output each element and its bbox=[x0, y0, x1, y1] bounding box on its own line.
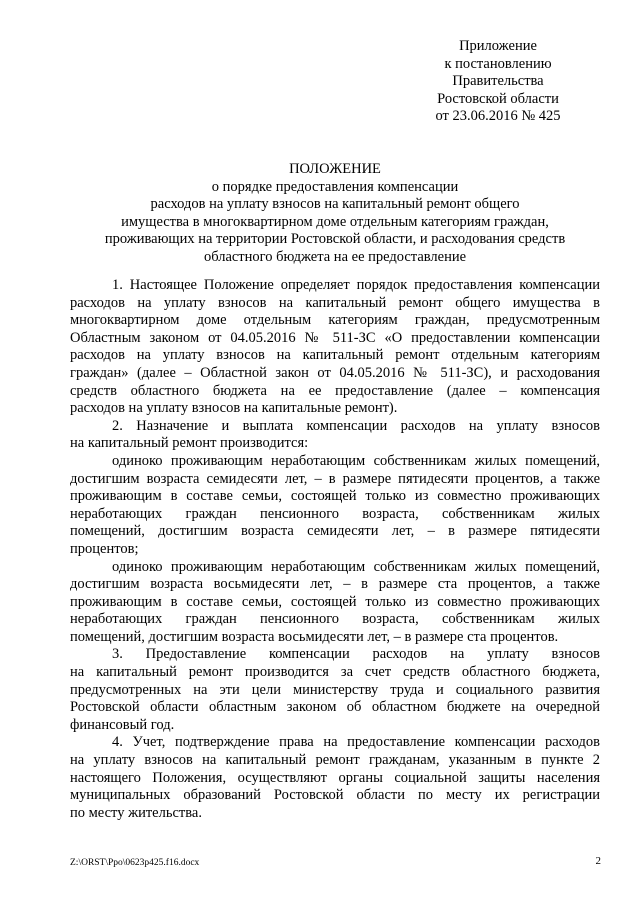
text-line: граждан» (далее – Областной закон от 04.05.2016 № 511-ЗС), и расходования bbox=[70, 364, 600, 381]
text-line: помещений, достигшим возраста семидесяти лет, – в размере пятидесяти bbox=[70, 523, 600, 540]
appendix-block bbox=[410, 38, 586, 126]
text-line: 1. Настоящее Положение определяет порядок предоставления компенсации bbox=[112, 277, 600, 293]
paragraph-3 bbox=[70, 646, 600, 734]
text-line: расходов на уплату взносов на капитальные ремонт). bbox=[70, 400, 398, 417]
title-line: проживающих на территории Ростовской области, и расходования средств bbox=[104, 231, 566, 248]
text-line: расходов на уплату взносов на капитальный ремонт отдельным категориям bbox=[70, 347, 600, 364]
text-line: достигшим возраста восьмидесяти лет, – в размере ста процентов, а также bbox=[70, 576, 600, 593]
text-line: предусмотренных на эти цели министерству труда и социального развития bbox=[70, 681, 600, 698]
text-line: на уплату взносов на капитальный ремонт гражданам, указанным в пункте 2 bbox=[70, 752, 600, 769]
paragraph-1 bbox=[70, 277, 600, 418]
appendix-line: от 23.06.2016 № 425 bbox=[435, 108, 561, 124]
appendix-line: Правительства bbox=[452, 73, 544, 89]
text-line: неработающих граждан пенсионного возраста, собственникам жилых bbox=[70, 505, 600, 522]
appendix-line: Ростовской области bbox=[437, 90, 559, 107]
text-line: Ростовской области областным законом об областном бюджете на очередной bbox=[70, 699, 600, 716]
appendix-line: к постановлению bbox=[444, 55, 552, 72]
document-title bbox=[70, 161, 600, 267]
text-line: проживающим в составе семьи, состоящей только из совместно проживающих bbox=[70, 593, 600, 610]
title-heading: ПОЛОЖЕНИЕ bbox=[289, 161, 381, 177]
title-line: областного бюджета на ее предоставление bbox=[203, 248, 467, 265]
text-line: на капитальный ремонт производится за счет средств областного бюджета, bbox=[70, 664, 600, 681]
text-line: проживающим в составе семьи, состоящей только из совместно проживающих bbox=[70, 488, 600, 505]
text-line: процентов; bbox=[70, 540, 139, 557]
paragraph-2-item-1 bbox=[70, 453, 600, 559]
text-line: 3. Предоставление компенсации расходов на уплату взносов bbox=[112, 646, 600, 663]
text-line: неработающих граждан пенсионного возраста, собственникам жилых bbox=[70, 611, 600, 628]
page-number: 2 bbox=[595, 855, 601, 867]
text-line: настоящего Положения, осуществляют органы социальной защиты населения bbox=[70, 769, 600, 786]
document-body bbox=[70, 277, 600, 822]
title-line: расходов на уплату взносов на капитальный ремонт общего bbox=[150, 196, 520, 213]
title-line: имущества в многоквартирном доме отдельным категориям граждан, bbox=[121, 213, 549, 230]
text-line: по месту жительства. bbox=[70, 804, 202, 821]
title-line: о порядке предоставления компенсации bbox=[211, 178, 459, 195]
paragraph-2-item-2 bbox=[70, 559, 600, 647]
paragraph-2 bbox=[70, 418, 600, 453]
text-line: 4. Учет, подтверждение права на предоставление компенсации расходов bbox=[112, 734, 600, 751]
text-line: одиноко проживающим неработающим собственникам жилых помещений, bbox=[112, 558, 600, 575]
text-line: многоквартирном доме отдельным категориям граждан, предусмотренным bbox=[70, 312, 600, 329]
text-line: средств областного бюджета на ее предоставление (далее – компенсация bbox=[70, 382, 600, 399]
text-line: Областным законом от 04.05.2016 № 511-ЗС «О предоставлении компенсации bbox=[70, 329, 600, 346]
text-line: 2. Назначение и выплата компенсации расходов на уплату взносов bbox=[112, 417, 600, 434]
text-line: помещений, достигшим возраста восьмидесяти лет, – в размере ста процентов. bbox=[70, 628, 559, 645]
text-line: муниципальных образований Ростовской области по месту их регистрации bbox=[70, 787, 600, 804]
footer-file-path: Z:\ORST\Ppo\0623p425.f16.docx bbox=[70, 858, 200, 868]
paragraph-4 bbox=[70, 734, 600, 822]
appendix-line: Приложение bbox=[459, 38, 537, 54]
text-line: на капитальный ремонт производится: bbox=[70, 435, 309, 452]
text-line: одиноко проживающим неработающим собственникам жилых помещений, bbox=[112, 452, 600, 469]
text-line: расходов на уплату взносов на капитальный ремонт общего имущества в bbox=[70, 294, 600, 311]
text-line: достигшим возраста семидесяти лет, – в размере пятидесяти процентов, а также bbox=[70, 470, 600, 487]
text-line: финансовый год. bbox=[70, 716, 175, 733]
